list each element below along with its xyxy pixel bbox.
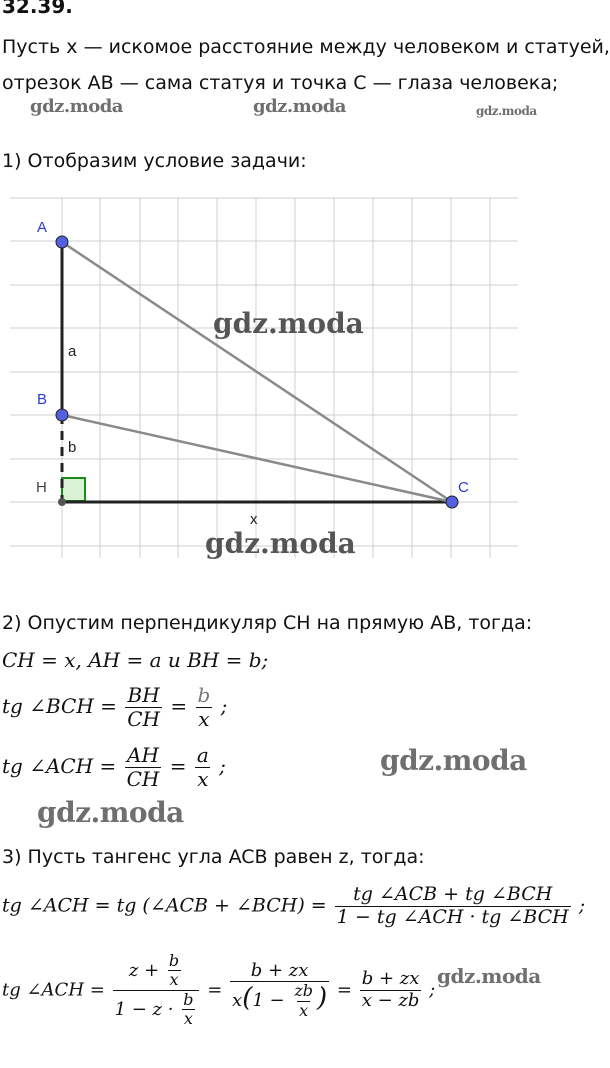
fraction (113, 952, 200, 1029)
equation-tg-bch (2, 684, 227, 731)
paren: ( (242, 983, 253, 1014)
intro-line-1: Пусть x — искомое расстояние между человеком и статуей, (2, 36, 610, 58)
right-angle-marker (62, 478, 85, 501)
denominator: x (299, 1000, 309, 1020)
denominator: x (169, 970, 179, 990)
denominator: CH (126, 767, 160, 791)
denominator (113, 990, 200, 1029)
eq-end: ; (578, 894, 586, 917)
denominator: x (197, 767, 209, 791)
eq-lhs: tg ∠ACH = (2, 979, 105, 1001)
numerator: b + zx (361, 968, 420, 990)
label-a-segment: a (68, 343, 77, 360)
step-1-text: 1) Отобразим условие задачи: (2, 150, 307, 172)
fraction (195, 744, 211, 791)
eq-sign: = (170, 694, 188, 718)
numerator (127, 952, 185, 990)
eq-sign: = (207, 979, 223, 1001)
fraction (167, 952, 181, 990)
step-2-text: 2) Опустим перпендикуляр CH на прямую AB, тогда: (2, 612, 533, 634)
watermark: gdz.moda (213, 307, 364, 340)
label-a-point: A (37, 219, 48, 236)
fraction (360, 969, 422, 1011)
fraction (230, 961, 329, 1020)
watermark: gdz.moda (37, 796, 184, 829)
label-b-segment: b (68, 439, 77, 456)
label-b-point: B (37, 391, 48, 408)
numerator: tg ∠ACB + tg ∠BCH (353, 883, 553, 905)
eq-lhs: tg ∠BCH = (2, 694, 117, 718)
label-c-point: C (458, 479, 469, 496)
numerator: b (168, 951, 180, 970)
point-h (58, 498, 66, 506)
eq-lhs: tg ∠ACH = (2, 754, 117, 778)
fraction (292, 982, 315, 1020)
step-3-text: 3) Пусть тангенс угла ACB равен z, тогда: (2, 846, 425, 868)
point-b (56, 409, 68, 421)
label-h-point: H (36, 479, 47, 496)
watermark: gdz.moda (380, 744, 527, 777)
fraction (125, 684, 162, 731)
watermark: gdz.moda (30, 96, 123, 117)
fraction (195, 684, 212, 731)
eq-end: ; (220, 694, 228, 718)
intro-line-2: отрезок AB — сама статуя и точка C — глаза человека; (2, 72, 559, 94)
geometry-figure (0, 190, 569, 565)
numerator: zb (294, 981, 314, 1001)
fraction (181, 991, 195, 1029)
equation-tg-ach (2, 744, 226, 791)
numerator: a (196, 743, 209, 767)
denominator: x (183, 1009, 193, 1029)
term: x (232, 990, 243, 1012)
watermark: gdz.moda (253, 96, 346, 117)
numerator: BH (127, 683, 160, 707)
denominator: CH (127, 707, 160, 731)
eq-sign: = (169, 754, 187, 778)
denominator: x − zb (361, 989, 420, 1011)
eq-end: ; (429, 979, 436, 1001)
eq-lhs: tg ∠ACH = tg (∠ACB + ∠BCH) = (2, 894, 327, 917)
denominator: x (198, 707, 210, 731)
numerator: b (183, 989, 194, 1009)
equation-tg-final (2, 952, 435, 1029)
numerator: b (197, 683, 211, 707)
term: 1 − z · (114, 998, 174, 1020)
watermark: gdz.moda (205, 527, 356, 560)
point-a (56, 236, 68, 248)
fraction (335, 884, 571, 929)
paren: ) (317, 983, 328, 1014)
denominator: 1 − tg ∠ACH · tg ∠BCH (336, 905, 569, 928)
watermark: gdz.moda (437, 964, 541, 988)
numerator: b + zx (250, 959, 309, 981)
problem-number: 32.39. (2, 0, 73, 18)
eq-sign: = (336, 979, 352, 1001)
equation-tg-sum (2, 884, 585, 929)
watermark: gdz.moda (476, 104, 537, 118)
point-c (446, 496, 458, 508)
term: 1 − (252, 990, 285, 1012)
numerator: AH (127, 743, 159, 767)
fraction (125, 744, 162, 791)
denominator (230, 981, 329, 1020)
term: z + (128, 959, 160, 981)
eq-end: ; (219, 754, 226, 778)
equation-definitions: CH = x, AH = a и BH = b; (2, 648, 269, 672)
label-x-segment: x (250, 511, 258, 528)
